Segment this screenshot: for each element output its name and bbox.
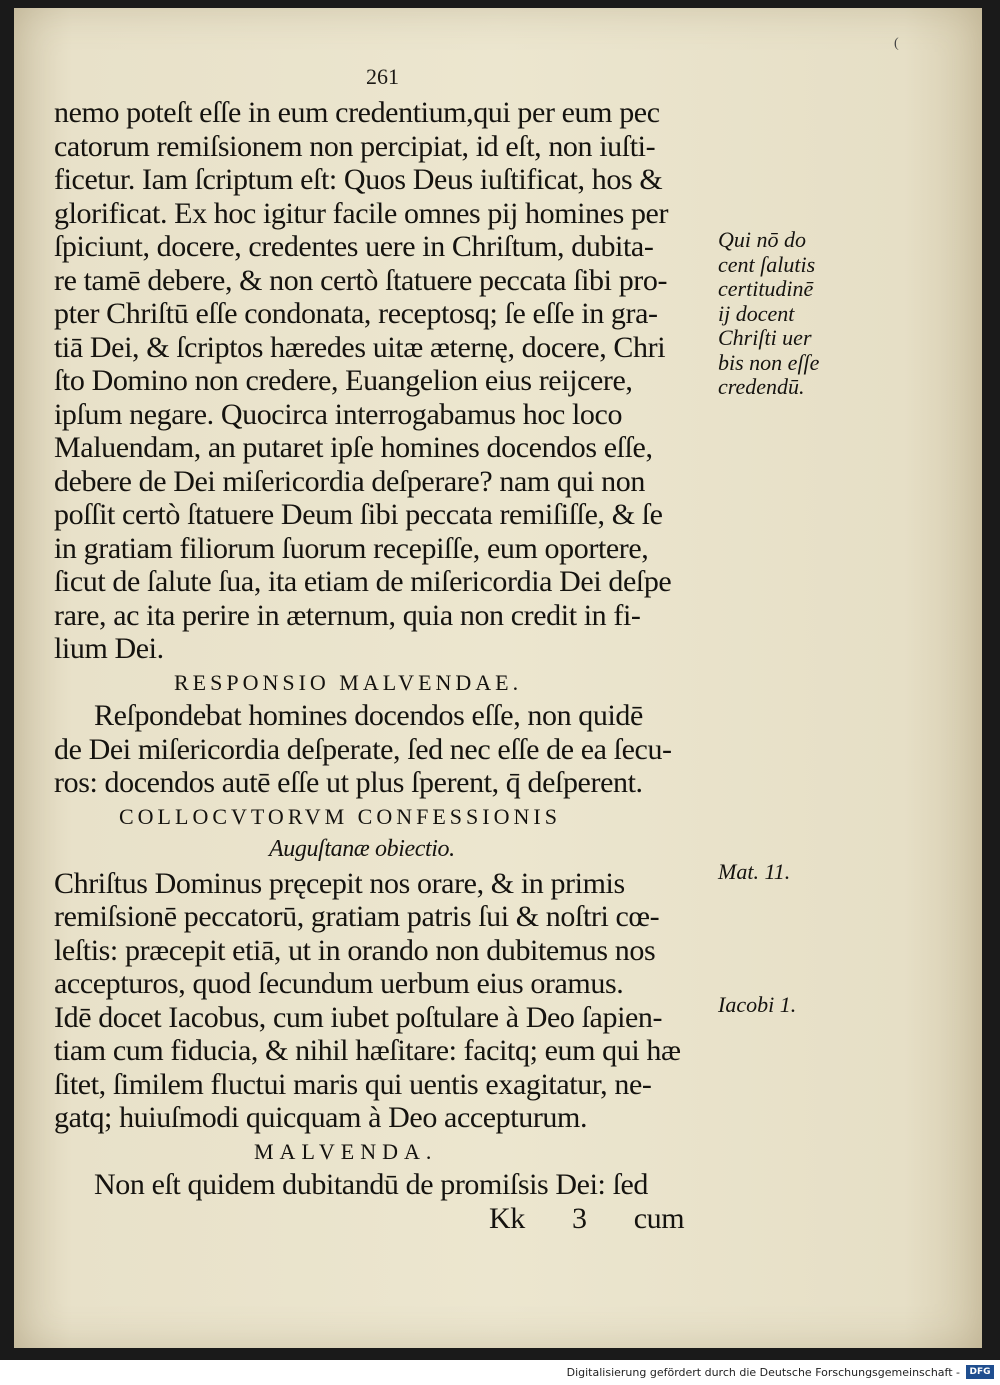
text-line: Chriſtus Dominus pręcepit nos orare, & in primis: [54, 866, 625, 900]
section-subheading: Auguſtanæ obiectio.: [269, 836, 455, 862]
text-line: pter Chriſtū eſſe condonata, receptosq; ſe eſſe in gra-: [54, 297, 658, 330]
text-line: lium Dei.: [54, 632, 164, 665]
margin-note-line: bis non eſſe: [718, 349, 820, 375]
margin-note-line: Chriſti uer: [718, 325, 812, 350]
margin-note-line: credendū.: [718, 374, 805, 399]
margin-note: [718, 228, 828, 400]
page-number: 261: [366, 64, 399, 89]
text-line: remiſsionē peccatorū, gratiam patris ſui & noſtri cœ-: [54, 900, 660, 933]
text-line: Non eſt quidem dubitandū de promiſsis Dei: ſed: [94, 1168, 649, 1201]
text-line: rare, ac ita perire in æternum, quia non credit in fi-: [54, 598, 641, 632]
margin-note-line: cent ſalutis: [718, 251, 816, 277]
text-line: de Dei miſericordia deſperate, ſed nec eſſe de ea ſecu-: [54, 732, 672, 766]
text-line: Reſpondebat homines docendos eſſe, non quidē: [94, 699, 643, 732]
text-line: ros: docendos autē eſſe ut plus ſperent, q̄ deſperent.: [54, 766, 643, 799]
stray-mark: (: [894, 36, 899, 51]
text-line: poſſit certò ſtatuere Deum ſibi peccata remiſiſſe, & ſe: [54, 498, 663, 531]
text-line: ſicut de ſalute ſua, ita etiam de miſericordia Dei deſpe: [54, 565, 672, 598]
text-line: Maluendam, an putaret ipſe homines docendos eſſe,: [54, 431, 653, 464]
margin-note-line: Qui nō do: [718, 227, 806, 252]
signature-mark: Kk 3: [489, 1201, 587, 1235]
text-line: catorum remiſsionem non percipiat, id eſt, non iuſti-: [54, 129, 656, 163]
text-line: ſto Domino non credere, Euangelion eius reijcere,: [54, 364, 633, 397]
text-line: re tamē debere, & non certò ſtatuere peccata ſibi pro-: [54, 263, 668, 297]
section-heading: RESPONSIO MALVENDAE.: [174, 669, 523, 695]
text-line: ficetur. Iam ſcriptum eſt: Quos Deus iuſtificat, hos &: [54, 163, 663, 196]
dfg-logo-icon: DFG: [966, 1365, 994, 1379]
text-line: ſitet, ſimilem fluctui maris qui uentis exagitatur, ne-: [54, 1067, 652, 1101]
book-page: [14, 8, 982, 1348]
page-body: [54, 96, 704, 1235]
text-line: tiā Dei, & ſcriptos hæredes uitæ æternę, docere, Chri: [54, 330, 666, 364]
section-heading: MALVENDA.: [254, 1138, 438, 1164]
text-line: debere de Dei miſericordia deſperare? nam qui non: [54, 464, 645, 498]
margin-note: Iacobi 1.: [718, 992, 797, 1017]
text-line: tiam cum fiducia, & nihil hæſitare: facitq; eum qui hæ: [54, 1034, 681, 1067]
text-line: ſpiciunt, docere, credentes uere in Chriſtum, dubita-: [54, 230, 654, 263]
text-line: ipſum negare. Quocirca interrogabamus hoc loco: [54, 397, 623, 431]
funding-notice: Digitalisierung gefördert durch die Deutsche Forschungsgemeinschaft -: [566, 1366, 960, 1379]
text-line: gatq; huiuſmodi quicquam à Deo accepturum.: [54, 1101, 588, 1134]
margin-note-line: ij docent: [718, 300, 795, 326]
text-line: nemo poteſt eſſe in eum credentium,qui per eum pec: [54, 96, 660, 129]
footer-bar: [0, 1360, 1000, 1385]
text-line: leſtis: præcepit etiā, ut in orando non dubitemus nos: [54, 933, 656, 967]
text-line: in gratiam filiorum ſuorum recepiſſe, eum oportere,: [54, 531, 649, 565]
text-line: glorificat. Ex hoc igitur facile omnes pij homines per: [54, 196, 669, 230]
section-heading: COLLOCVTORVM CONFESSIONIS: [119, 803, 561, 829]
catchword: cum: [633, 1201, 685, 1235]
margin-note: Mat. 11.: [718, 859, 791, 884]
text-line: Idē docet Iacobus, cum iubet poſtulare à Deo ſapien-: [54, 1000, 663, 1034]
catchline: [54, 1202, 704, 1236]
margin-note-line: certitudinē: [718, 276, 814, 301]
text-line: accepturos, quod ſecundum uerbum eius oramus.: [54, 967, 624, 1000]
